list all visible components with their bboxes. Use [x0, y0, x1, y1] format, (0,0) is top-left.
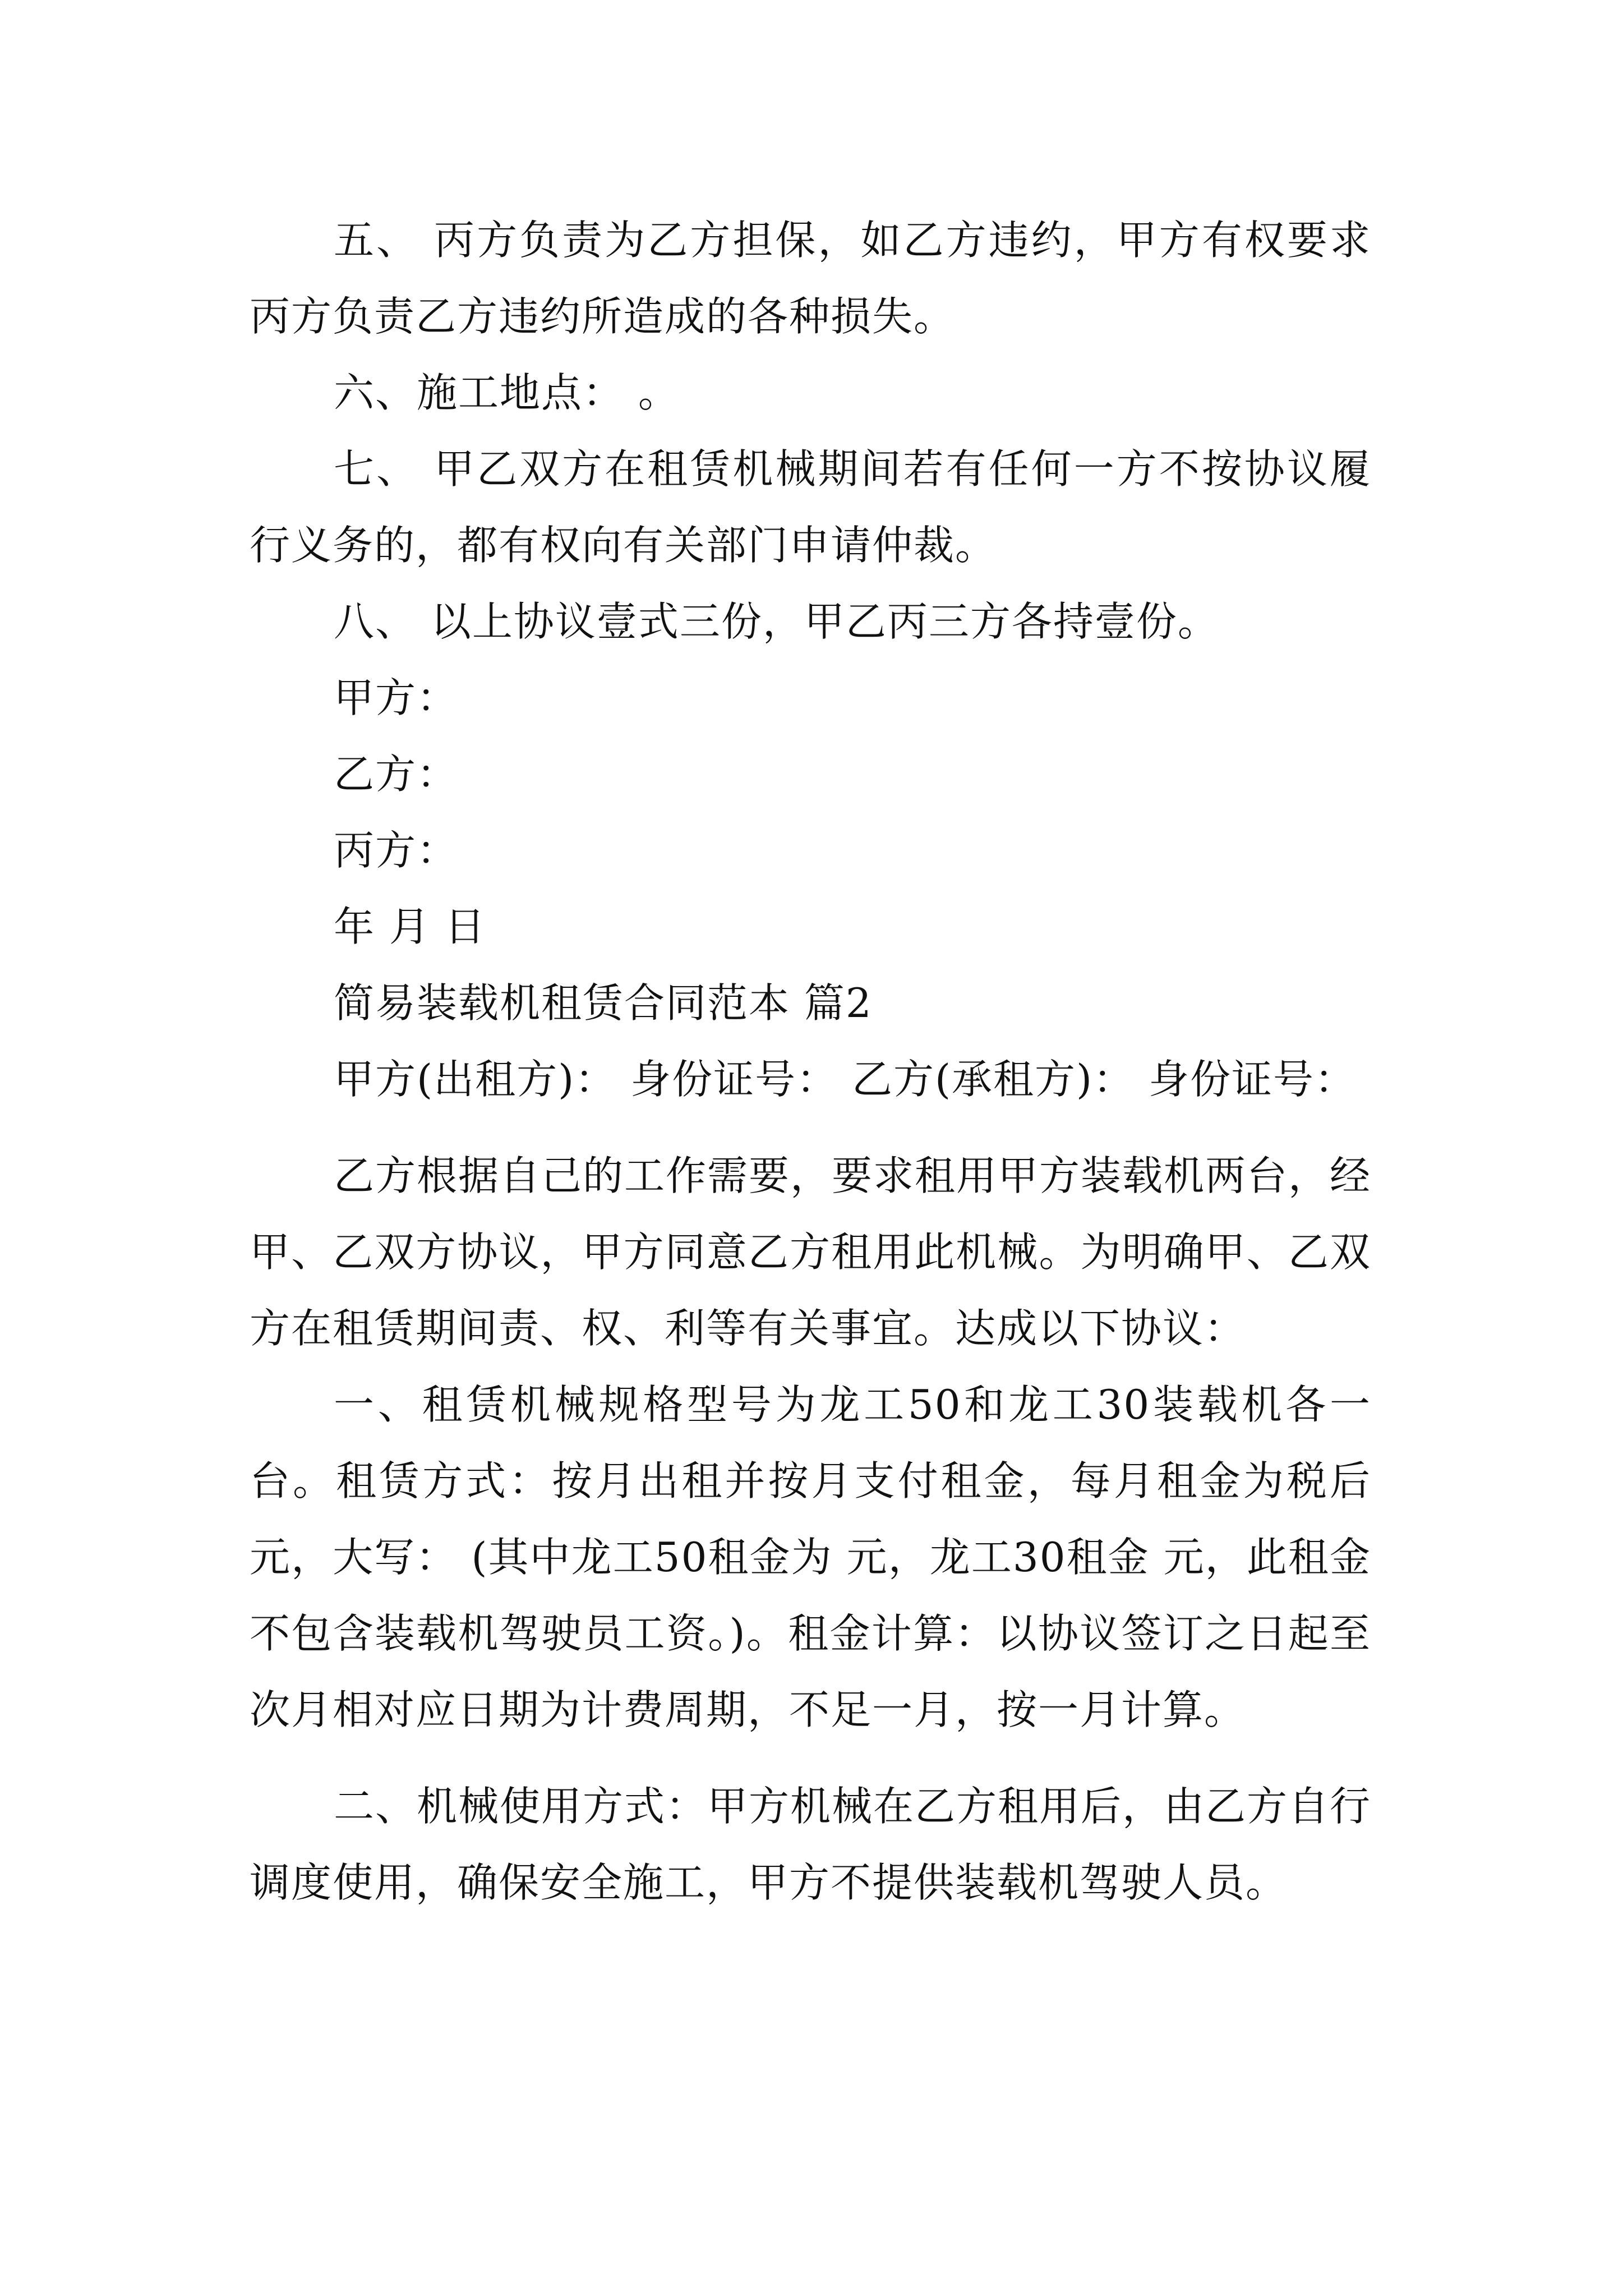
parties-line: 甲方(出租方)： 身份证号： 乙方(承租方)： 身份证号：: [334, 1056, 1357, 1103]
document-body: [250, 202, 1371, 1921]
paragraph-gap: [250, 1748, 1371, 1768]
clause-1-paragraph: 一、租赁机械规格型号为龙工50和龙工30装载机各一台。租赁方式：按月出租并按月支付租金，每月租金为税后 元，大写： (其中龙工50租金为 元，龙工30租金 元，此租金不包含装载机驾驶员工资。)。租金计算：以协议签订之日起至次月相对应日期为计费周期，不足一月，按一月计算。: [250, 1381, 1371, 1733]
clause-5: 五、 丙方负责为乙方担保，如乙方违约，甲方有权要求丙方负责乙方违约所造成的各种损失。: [250, 217, 1371, 340]
clause-8: 八、 以上协议壹式三份，甲乙丙三方各持壹份。: [334, 598, 1219, 645]
clause-2-paragraph: 二、机械使用方式：甲方机械在乙方租用后，由乙方自行调度使用，确保安全施工，甲方不提供装载机驾驶人员。: [250, 1783, 1372, 1906]
clause-7: 七、 甲乙双方在租赁机械期间若有任何一方不按协议履行义务的，都有权向有关部门申请仲裁。: [250, 445, 1371, 569]
signature-date: 年 月 日: [334, 903, 486, 950]
signature-party-b: 乙方：: [334, 751, 459, 798]
signature-party-c: 丙方：: [334, 827, 459, 874]
preamble-paragraph: 乙方根据自己的工作需要，要求租用甲方装载机两台，经甲、乙双方协议，甲方同意乙方租用此机械。为明确甲、乙双方在租赁期间责、权、利等有关事宜。达成以下协议：: [250, 1152, 1372, 1352]
paragraph-gap: [250, 1117, 1371, 1138]
signature-party-a: 甲方：: [334, 674, 459, 721]
section-heading: 简易装载机租赁合同范本 篇2: [334, 979, 873, 1027]
clause-6: 六、施工地点： 。: [334, 369, 680, 416]
